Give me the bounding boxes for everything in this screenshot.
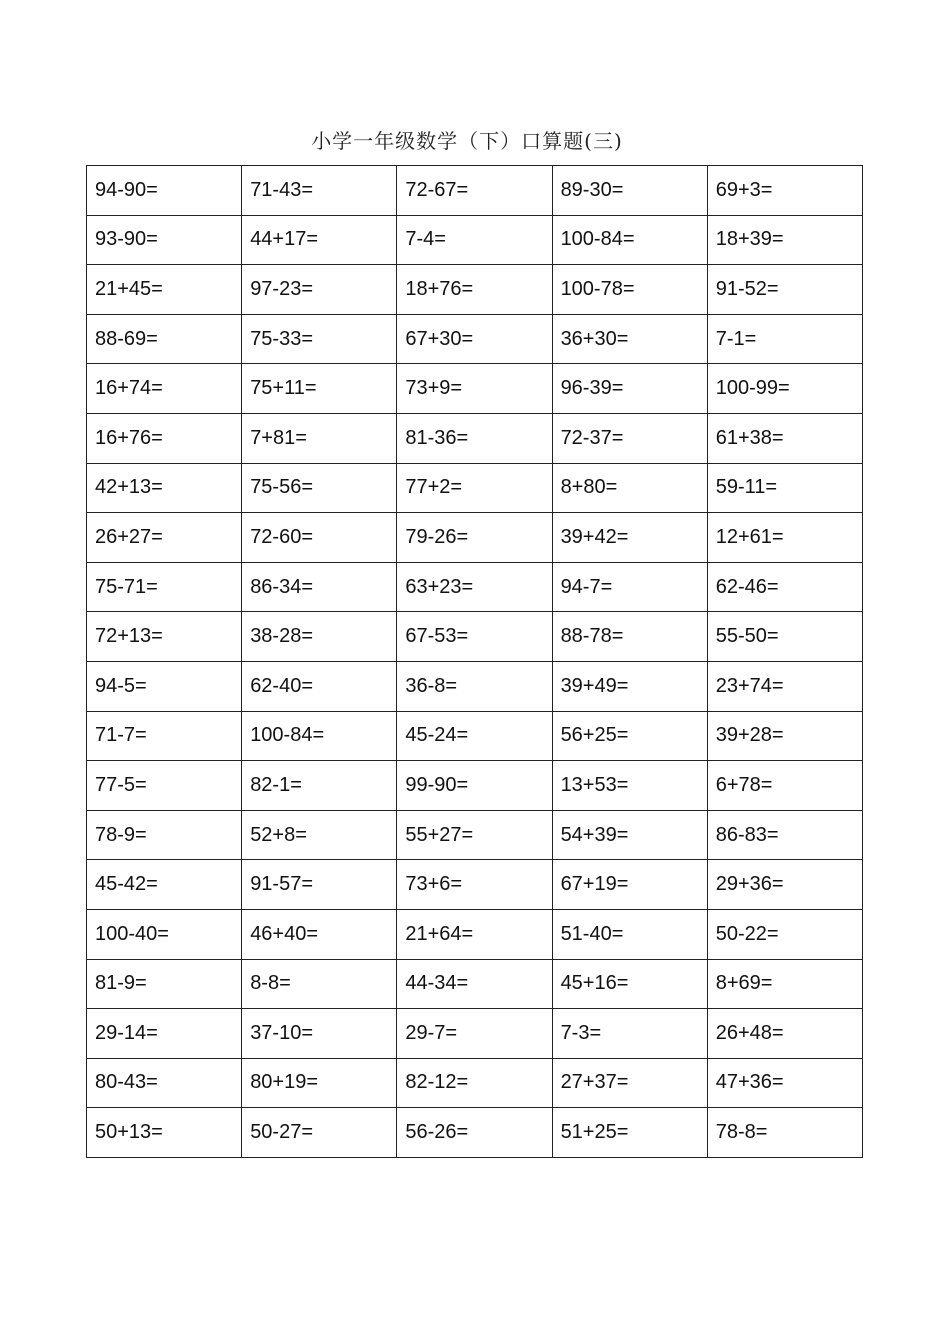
table-row (87, 860, 863, 910)
problem-cell: 7-1= (707, 314, 862, 364)
problem-cell: 94-7= (552, 562, 707, 612)
table-row (87, 364, 863, 414)
problem-cell: 44+17= (242, 215, 397, 265)
problem-cell: 23+74= (707, 661, 862, 711)
problem-cell: 82-12= (397, 1058, 552, 1108)
problem-cell: 27+37= (552, 1058, 707, 1108)
problem-cell: 21+64= (397, 909, 552, 959)
problem-cell: 52+8= (242, 810, 397, 860)
table-row (87, 265, 863, 315)
table-row (87, 513, 863, 563)
problem-cell: 77+2= (397, 463, 552, 513)
problem-cell: 62-40= (242, 661, 397, 711)
table-row (87, 1058, 863, 1108)
table-row (87, 314, 863, 364)
problem-cell: 56+25= (552, 711, 707, 761)
problem-cell: 51-40= (552, 909, 707, 959)
problem-cell: 7-3= (552, 1009, 707, 1059)
problem-cell: 7+81= (242, 413, 397, 463)
problem-cell: 62-46= (707, 562, 862, 612)
table-row (87, 1009, 863, 1059)
problem-cell: 82-1= (242, 761, 397, 811)
problem-cell: 46+40= (242, 909, 397, 959)
problem-cell: 73+9= (397, 364, 552, 414)
problem-cell: 67+19= (552, 860, 707, 910)
table-row (87, 215, 863, 265)
problem-cell: 100-99= (707, 364, 862, 414)
table-row (87, 1108, 863, 1158)
problem-cell: 100-40= (87, 909, 242, 959)
problem-cell: 81-9= (87, 959, 242, 1009)
problem-cell: 29+36= (707, 860, 862, 910)
problem-cell: 13+53= (552, 761, 707, 811)
problem-cell: 80-43= (87, 1058, 242, 1108)
table-row (87, 166, 863, 216)
problem-cell: 72+13= (87, 612, 242, 662)
problem-table-body (87, 166, 863, 1158)
problem-cell: 94-5= (87, 661, 242, 711)
problem-cell: 89-30= (552, 166, 707, 216)
problem-cell: 16+74= (87, 364, 242, 414)
table-row (87, 959, 863, 1009)
problem-cell: 12+61= (707, 513, 862, 563)
table-row (87, 909, 863, 959)
problem-cell: 96-39= (552, 364, 707, 414)
table-row (87, 562, 863, 612)
problem-cell: 94-90= (87, 166, 242, 216)
problem-cell: 45-24= (397, 711, 552, 761)
table-row (87, 711, 863, 761)
problem-cell: 72-37= (552, 413, 707, 463)
problem-cell: 36-8= (397, 661, 552, 711)
problem-cell: 80+19= (242, 1058, 397, 1108)
problem-cell: 79-26= (397, 513, 552, 563)
problem-cell: 8+69= (707, 959, 862, 1009)
table-row (87, 810, 863, 860)
problem-cell: 75+11= (242, 364, 397, 414)
problem-cell: 88-69= (87, 314, 242, 364)
problem-cell: 59-11= (707, 463, 862, 513)
arithmetic-problem-table (86, 165, 863, 1158)
problem-cell: 81-36= (397, 413, 552, 463)
problem-cell: 8-8= (242, 959, 397, 1009)
problem-cell: 61+38= (707, 413, 862, 463)
problem-cell: 86-83= (707, 810, 862, 860)
problem-cell: 29-7= (397, 1009, 552, 1059)
table-row (87, 413, 863, 463)
problem-cell: 97-23= (242, 265, 397, 315)
problem-cell: 55+27= (397, 810, 552, 860)
problem-cell: 37-10= (242, 1009, 397, 1059)
problem-cell: 54+39= (552, 810, 707, 860)
problem-cell: 47+36= (707, 1058, 862, 1108)
problem-cell: 55-50= (707, 612, 862, 662)
problem-cell: 18+76= (397, 265, 552, 315)
problem-cell: 78-9= (87, 810, 242, 860)
problem-cell: 21+45= (87, 265, 242, 315)
problem-cell: 77-5= (87, 761, 242, 811)
problem-cell: 16+76= (87, 413, 242, 463)
problem-cell: 18+39= (707, 215, 862, 265)
problem-cell: 75-33= (242, 314, 397, 364)
problem-cell: 67+30= (397, 314, 552, 364)
table-row (87, 761, 863, 811)
table-row (87, 661, 863, 711)
problem-cell: 42+13= (87, 463, 242, 513)
problem-cell: 51+25= (552, 1108, 707, 1158)
table-row (87, 612, 863, 662)
problem-cell: 45+16= (552, 959, 707, 1009)
problem-cell: 50-22= (707, 909, 862, 959)
problem-cell: 50+13= (87, 1108, 242, 1158)
problem-cell: 56-26= (397, 1108, 552, 1158)
problem-cell: 100-84= (242, 711, 397, 761)
problem-cell: 39+49= (552, 661, 707, 711)
problem-cell: 86-34= (242, 562, 397, 612)
problem-cell: 8+80= (552, 463, 707, 513)
problem-cell: 39+28= (707, 711, 862, 761)
problem-cell: 72-67= (397, 166, 552, 216)
problem-cell: 100-84= (552, 215, 707, 265)
problem-cell: 7-4= (397, 215, 552, 265)
problem-cell: 72-60= (242, 513, 397, 563)
problem-cell: 63+23= (397, 562, 552, 612)
problem-cell: 39+42= (552, 513, 707, 563)
problem-cell: 29-14= (87, 1009, 242, 1059)
problem-cell: 75-71= (87, 562, 242, 612)
problem-cell: 50-27= (242, 1108, 397, 1158)
problem-cell: 71-43= (242, 166, 397, 216)
problem-cell: 67-53= (397, 612, 552, 662)
problem-cell: 73+6= (397, 860, 552, 910)
problem-cell: 6+78= (707, 761, 862, 811)
problem-cell: 88-78= (552, 612, 707, 662)
problem-cell: 71-7= (87, 711, 242, 761)
problem-cell: 26+48= (707, 1009, 862, 1059)
problem-cell: 78-8= (707, 1108, 862, 1158)
problem-cell: 91-52= (707, 265, 862, 315)
problem-cell: 91-57= (242, 860, 397, 910)
problem-cell: 26+27= (87, 513, 242, 563)
problem-cell: 45-42= (87, 860, 242, 910)
problem-cell: 99-90= (397, 761, 552, 811)
page-title: 小学一年级数学（下）口算题(三) (311, 129, 623, 153)
table-row (87, 463, 863, 513)
problem-cell: 38-28= (242, 612, 397, 662)
problem-cell: 36+30= (552, 314, 707, 364)
problem-cell: 44-34= (397, 959, 552, 1009)
problem-cell: 75-56= (242, 463, 397, 513)
problem-cell: 100-78= (552, 265, 707, 315)
problem-cell: 93-90= (87, 215, 242, 265)
problem-cell: 69+3= (707, 166, 862, 216)
